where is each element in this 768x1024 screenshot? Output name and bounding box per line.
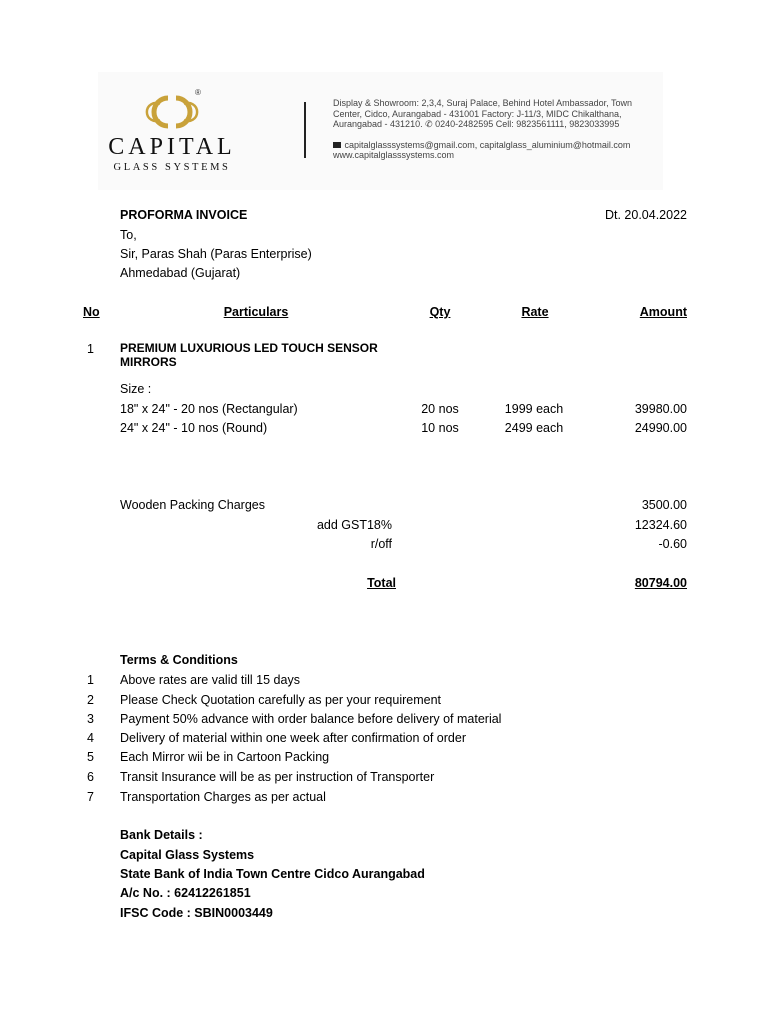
email-line — [333, 140, 632, 151]
capital-logo-icon — [142, 90, 202, 134]
terms-item-text: Above rates are valid till 15 days — [120, 673, 300, 687]
item-title: PREMIUM LUXURIOUS LED TOUCH SENSOR — [120, 341, 378, 355]
item-row-amount: 39980.00 — [634, 402, 687, 416]
terms-item-text: Transit Insurance will be as per instruction of Transporter — [120, 770, 435, 784]
terms-item-number: 4 — [87, 731, 94, 745]
column-header-rate: Rate — [521, 305, 549, 319]
terms-item-number: 5 — [87, 750, 94, 764]
item-row-qty: 10 nos — [421, 421, 459, 435]
recipient-city: Ahmedabad (Gujarat) — [120, 266, 241, 280]
item-number: 1 — [87, 342, 94, 356]
bank-account-name: Capital Glass Systems — [120, 848, 255, 862]
terms-item-number: 6 — [87, 770, 94, 784]
terms-item-text: Transportation Charges as per actual — [120, 790, 326, 804]
gst-label: add GST18% — [316, 518, 392, 532]
email-text: capitalglasssystems@gmail.com, capitalglass_aluminium@hotmail.com — [344, 139, 631, 150]
bank-ifsc: IFSC Code : SBIN0003449 — [120, 906, 273, 920]
trademark-mark: ® — [195, 88, 201, 97]
terms-item-number: 7 — [87, 790, 94, 804]
total-amount: 80794.00 — [634, 576, 687, 590]
bank-name: State Bank of India Town Centre Cidco Aurangabad — [120, 867, 425, 881]
item-row-desc: 18" x 24" - 20 nos (Rectangular) — [120, 402, 298, 416]
phone-text: 0240-2482595 Cell: 9823561111, 9823033995 — [435, 119, 620, 129]
column-header-no: No — [83, 305, 100, 319]
terms-item-number: 3 — [87, 712, 94, 726]
terms-item-text: Payment 50% advance with order balance before delivery of material — [120, 712, 502, 726]
terms-item-text: Delivery of material within one week after confirmation of order — [120, 731, 466, 745]
item-title: MIRRORS — [120, 355, 177, 369]
gst-amount: 12324.60 — [634, 518, 687, 532]
total-label: Total — [367, 576, 396, 590]
brand-subtitle: GLASS SYSTEMS — [113, 162, 231, 173]
letterhead-divider — [304, 102, 306, 158]
item-row-rate: 1999 each — [504, 402, 564, 416]
item-row-amount: 24990.00 — [634, 421, 687, 435]
brand-name: CAPITAL — [108, 134, 236, 160]
item-row-qty: 20 nos — [421, 402, 459, 416]
column-header-amount: Amount — [639, 305, 687, 319]
item-row-desc: 24" x 24" - 10 nos (Round) — [120, 421, 268, 435]
column-header-qty: Qty — [429, 305, 451, 319]
terms-heading: Terms & Conditions — [120, 653, 238, 667]
website: www.capitalglasssystems.com — [333, 150, 455, 160]
size-label: Size : — [120, 382, 152, 396]
roff-amount: -0.60 — [658, 537, 687, 551]
terms-item-number: 1 — [87, 673, 94, 687]
bank-heading: Bank Details : — [120, 828, 203, 842]
letterhead — [98, 72, 663, 190]
to-label: To, — [120, 228, 137, 242]
terms-item-number: 2 — [87, 693, 94, 707]
invoice-title: PROFORMA INVOICE — [120, 208, 248, 222]
item-row-rate: 2499 each — [504, 421, 564, 435]
bank-account-number: A/c No. : 62412261851 — [120, 886, 251, 900]
mail-icon — [333, 142, 341, 148]
terms-item-text: Each Mirror wii be in Cartoon Packing — [120, 750, 330, 764]
roff-label: r/off — [370, 537, 392, 551]
address-line: Center, Cidco, Aurangabad - 431001 Factory: J-11/3, MIDC Chikalthana, — [333, 108, 622, 119]
column-header-particulars: Particulars — [223, 305, 289, 319]
address-line: Aurangabad - 431210. ✆ 0240-2482595 Cell: 9823561111, 9823033995 — [333, 119, 620, 129]
recipient-name: Sir, Paras Shah (Paras Enterprise) — [120, 247, 312, 261]
phone-icon: ✆ — [425, 119, 433, 129]
packing-label: Wooden Packing Charges — [120, 498, 265, 512]
packing-amount: 3500.00 — [641, 498, 687, 512]
invoice-date: Dt. 20.04.2022 — [604, 208, 687, 222]
terms-item-text: Please Check Quotation carefully as per your requirement — [120, 693, 441, 707]
address-line: Display & Showroom: 2,3,4, Suraj Palace, Behind Hotel Ambassador, Town — [333, 98, 632, 108]
contact-block — [333, 98, 632, 161]
